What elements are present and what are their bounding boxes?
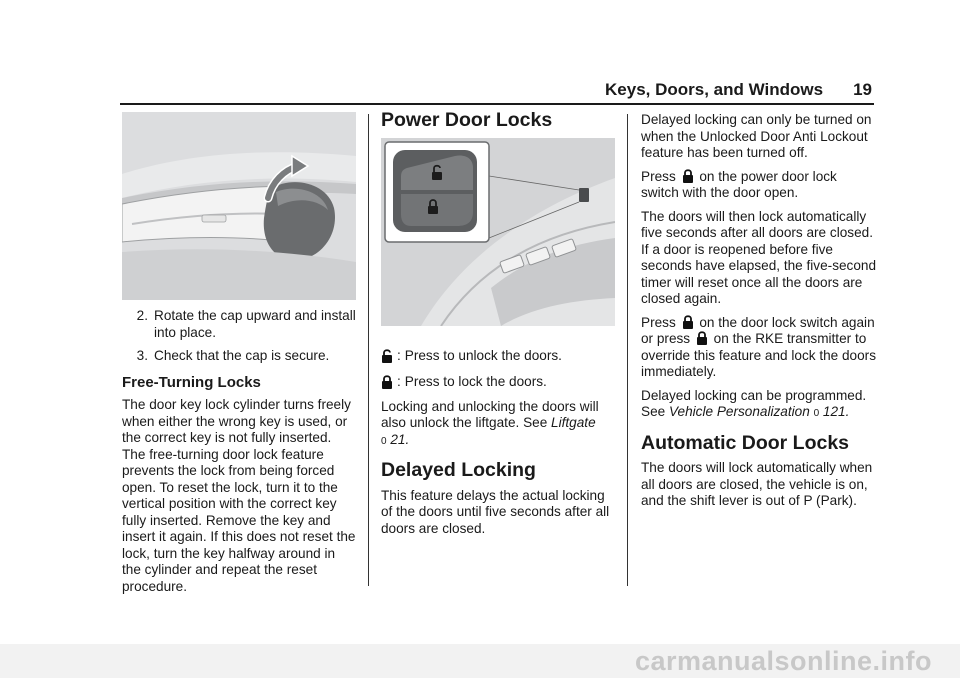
free-turning-locks-paragraph: The door key lock cylinder turns freely when either the wrong key is used, or the correct key is not fully inserted. The free-turning door lock feature prevents the lock from being forced open. To reset the lock, turn it to the vertical position with the correct key fully inserted. Remove the key and insert it again. If this does not reset the lock, turn the key halfway around in the cylinder and repeat the reset procedure.: [122, 397, 356, 594]
header-rule: [120, 103, 874, 105]
column-divider: [627, 114, 628, 586]
list-item: 3. Check that the cap is secure.: [136, 348, 330, 363]
page-header: [120, 80, 872, 104]
override-paragraph: Press on the door lock switch again or press on the RKE transmitter to override this feature and lock the doors immediately.: [641, 314, 877, 379]
page-ref-icon: 0: [381, 435, 387, 447]
vehicle-personalization-link[interactable]: Vehicle Personalization: [668, 404, 810, 419]
column-divider: [368, 114, 369, 586]
free-turning-locks-heading: Free-Turning Locks: [122, 373, 261, 391]
page-ref-icon: 0: [813, 408, 820, 419]
column-3: [641, 112, 877, 517]
lock-icon: [381, 375, 393, 389]
lock-icon: [682, 315, 694, 329]
page-number: 19: [853, 80, 872, 99]
door-handle-illustration: [122, 112, 356, 300]
liftgate-link[interactable]: Liftgate: [551, 415, 596, 430]
watermark: carmanualsonline.info: [0, 644, 960, 678]
list-item: 2. Rotate the cap upward and install into place.: [136, 308, 356, 340]
programming-paragraph: Delayed locking can be programmed. See Vehicle Personalization 0 121.: [641, 387, 867, 419]
liftgate-page-link[interactable]: 21: [390, 431, 406, 447]
timer-paragraph: The doors will then lock automatically five seconds after all doors are closed. If a door is reopened before five seconds have elapsed, the five-second timer will reset once all the doors are closed again.: [641, 208, 877, 306]
lock-icon: [682, 169, 694, 183]
automatic-door-locks-paragraph: The doors will lock automatically when all doors are closed, the vehicle is on, and the shift lever is out of P (Park).: [641, 460, 873, 508]
delayed-locking-heading: Delayed Locking: [381, 459, 536, 481]
unlock-definition: : Press to unlock the doors.: [381, 348, 615, 365]
delayed-locking-condition: Delayed locking can only be turned on when the Unlocked Door Anti Lockout feature has been turned off.: [641, 112, 872, 160]
vehicle-personalization-page-link[interactable]: 121: [822, 404, 846, 419]
column-1: [122, 112, 356, 602]
delayed-locking-paragraph: This feature delays the actual locking of the doors until five seconds after all doors are closed.: [381, 487, 610, 536]
power-door-locks-heading: Power Door Locks: [381, 109, 553, 131]
section-title: Keys, Doors, and Windows: [605, 80, 824, 99]
lock-definition: : Press to lock the doors.: [381, 374, 615, 391]
liftgate-paragraph: Locking and unlocking the doors will also unlock the liftgate. See Liftgate 0 21.: [381, 398, 599, 447]
press-lock-paragraph: Press on the power door lock switch with the door open.: [641, 168, 837, 200]
power-door-lock-figure: [381, 138, 615, 326]
unlock-icon: [381, 349, 393, 363]
column-2: [381, 109, 615, 544]
door-handle-cap-figure: [122, 112, 356, 300]
door-lock-switch-illustration: [381, 138, 615, 326]
lock-icon: [696, 331, 708, 345]
automatic-door-locks-heading: Automatic Door Locks: [641, 431, 850, 454]
steps-list: [122, 308, 356, 365]
